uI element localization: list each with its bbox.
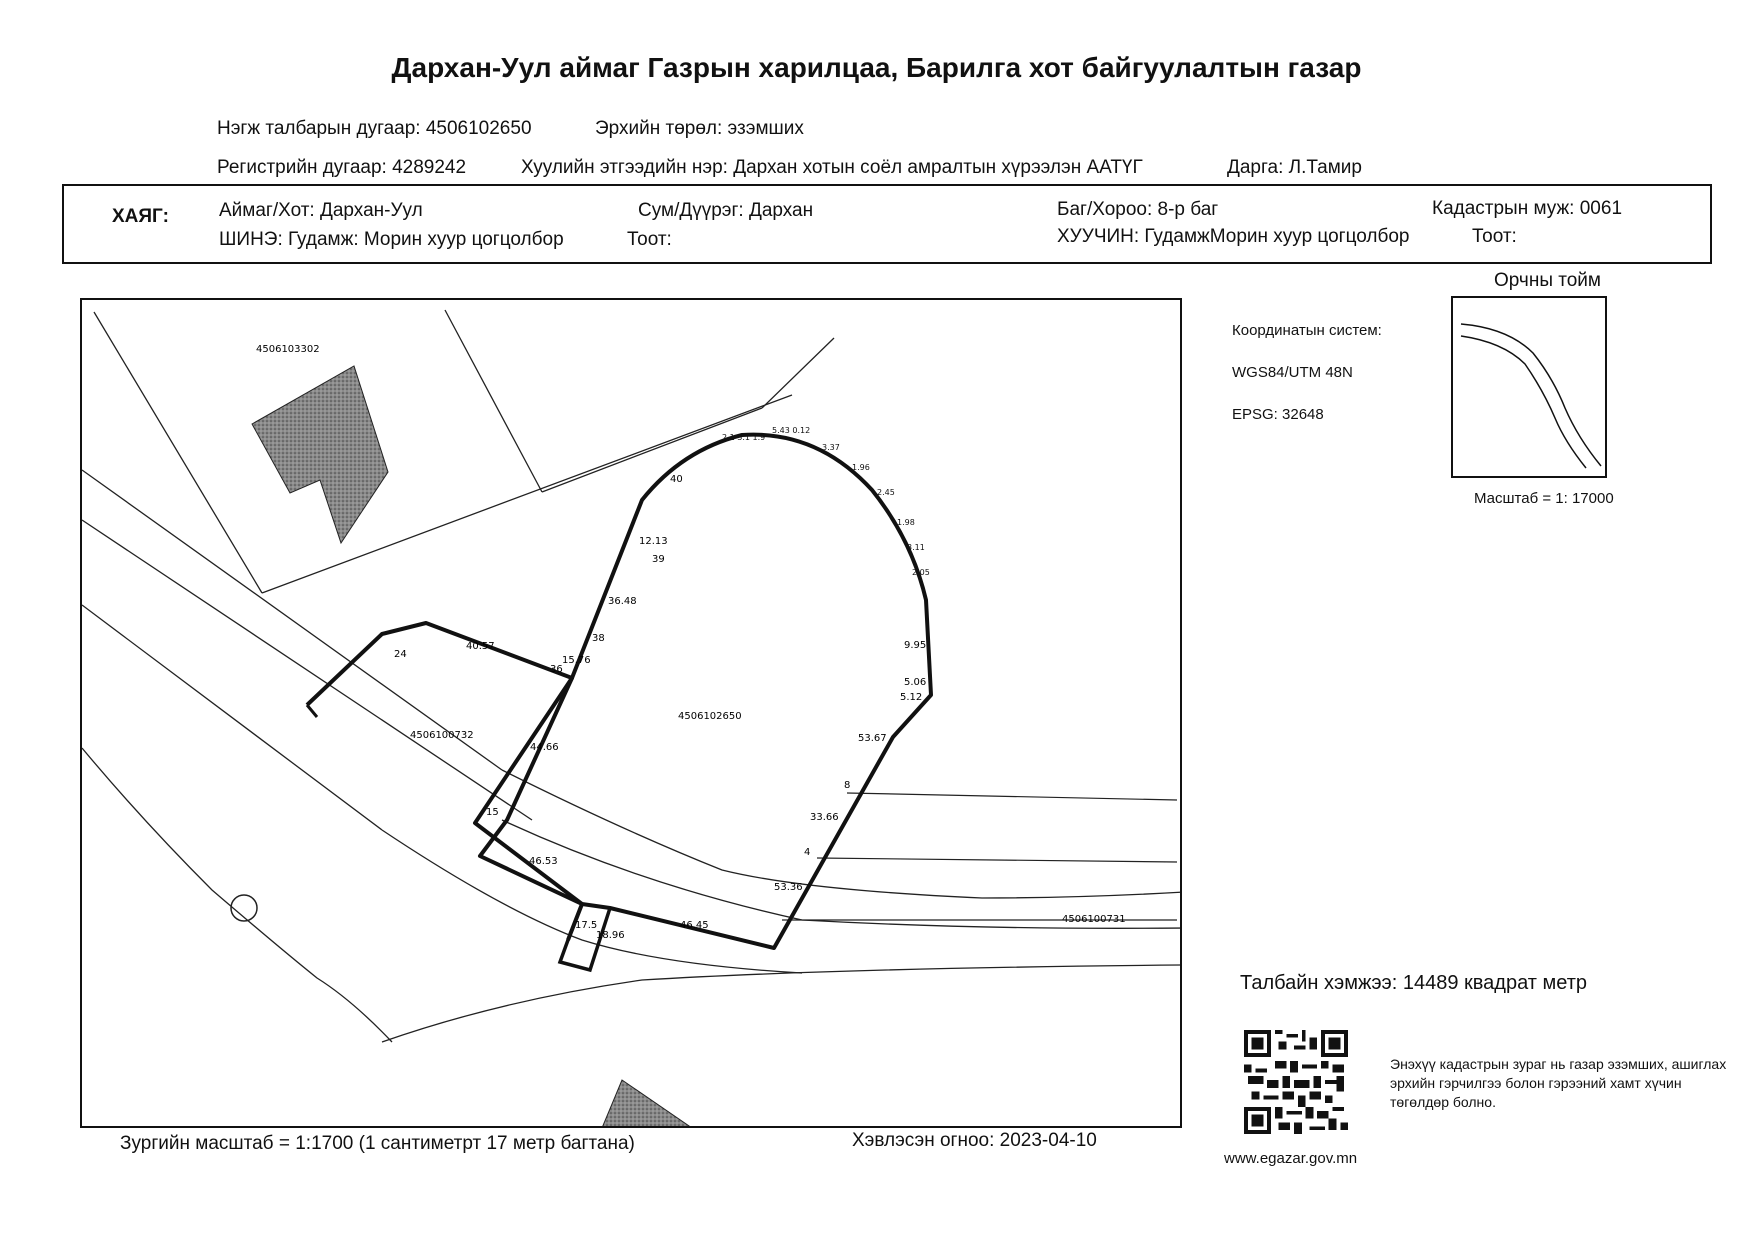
edge-label: 40.57 (466, 641, 495, 652)
edge-label: 5.12 (900, 692, 923, 703)
edge-label: 46.45 (680, 920, 709, 931)
map-drawing (82, 300, 1182, 1128)
parcel-label-east: 4506100731 (1062, 914, 1126, 925)
edge-label: 12.13 (639, 536, 668, 547)
parcel-label-west: 4506100732 (410, 730, 474, 741)
address-sum: Сум/Дүүрэг: Дархан (638, 200, 814, 221)
edge-label: 9.95 (904, 640, 927, 651)
address-old: ХУУЧИН: ГудамжМорин хуур цогцолбор (1057, 226, 1410, 247)
building-footprint (252, 366, 388, 543)
edge-label: 17.5 (575, 920, 598, 931)
edge-label: 39 (652, 554, 665, 565)
svg-text:2.45: 2.45 (877, 488, 895, 497)
register-number: Регистрийн дугаар: 4289242 (217, 157, 467, 178)
edge-label: 4 (804, 847, 811, 858)
director-name: Дарга: Л.Тамир (1227, 157, 1362, 178)
svg-text:2.1 3.1 1.9: 2.1 3.1 1.9 (722, 433, 766, 442)
edge-label: 15.76 (562, 655, 591, 666)
overview-map (1451, 296, 1607, 478)
svg-text:3.37: 3.37 (822, 443, 840, 452)
road-lines (82, 470, 1182, 1042)
east-parcel-lines (782, 793, 1177, 920)
svg-text:1.98: 1.98 (897, 518, 915, 527)
right-type: Эрхийн төрөл: эзэмших (595, 118, 804, 139)
edge-label: 33.66 (810, 812, 839, 823)
bottom-hatched-area (602, 1080, 692, 1128)
overview-title: Орчны тойм (1494, 270, 1601, 291)
edge-label: 46.53 (529, 856, 558, 867)
north-parcel-lines (94, 310, 834, 593)
edge-label: 24 (394, 649, 407, 660)
edge-label: 18.96 (596, 930, 625, 941)
coord-system-name: WGS84/UTM 48N (1232, 364, 1353, 381)
address-label: ХАЯГ: (112, 206, 169, 227)
vertex-marks (722, 426, 930, 577)
parcel-label-north: 4506103302 (256, 344, 320, 355)
address-old-toot: Тоот: (1472, 226, 1517, 247)
cadastral-map (80, 298, 1182, 1128)
website-link[interactable]: www.egazar.gov.mn (1224, 1150, 1358, 1167)
west-parcel-edge (307, 705, 317, 717)
edge-label: 36.48 (608, 596, 637, 607)
edge-label: 8 (844, 780, 851, 791)
qr-note: Энэхүү кадастрын зураг нь газар эзэмших, ашиглах эрхийн гэрчилгээ болон гэрээний хамт хүчин төгөлдөр болно. (1390, 1056, 1727, 1110)
edge-label: 38 (592, 633, 605, 644)
svg-text:1.96: 1.96 (852, 463, 870, 472)
coord-system-label: Координатын систем: (1232, 322, 1382, 339)
print-date: Хэвлэсэн огноо: 2023-04-10 (852, 1130, 1097, 1151)
parcel-label-main: 4506102650 (678, 711, 742, 722)
west-parcel-boundary (307, 623, 582, 940)
address-new-toot: Тоот: (627, 229, 672, 250)
edge-label: 40 (670, 474, 683, 485)
address-new: ШИНЭ: Гудамж: Морин хуур цогцолбор (219, 229, 564, 250)
edge-label: 44.66 (530, 742, 559, 753)
area-text: Талбайн хэмжээ: 14489 квадрат метр (1240, 972, 1587, 994)
qr-code[interactable] (1242, 1030, 1350, 1134)
address-box (62, 184, 1712, 264)
page-title: Дархан-Уул аймаг Газрын харилцаа, Барилга хот байгуулалтын газар (391, 52, 1362, 83)
epsg-code: EPSG: 32648 (1232, 406, 1324, 423)
address-cadastral-zone: Кадастрын муж: 0061 (1432, 198, 1623, 219)
svg-text:2.05: 2.05 (912, 568, 930, 577)
overview-scale: Масштаб = 1: 17000 (1474, 490, 1614, 507)
svg-text:5.43 0.12: 5.43 0.12 (772, 426, 811, 435)
map-scale-text: Зургийн масштаб = 1:1700 (1 сантиметрт 17 метр багтана) (120, 1133, 635, 1154)
entity-name: Хуулийн этгээдийн нэр: Дархан хотын соёл амралтын хүрээлэн ААТҮГ (521, 157, 1143, 178)
address-aimag: Аймаг/Хот: Дархан-Уул (219, 200, 423, 221)
address-bag: Баг/Хороо: 8-р баг (1057, 199, 1219, 220)
edge-label: 53.36 (774, 882, 803, 893)
svg-text:3.11: 3.11 (907, 543, 925, 552)
edge-label: 5.06 (904, 677, 927, 688)
edge-label: 53.67 (858, 733, 887, 744)
overview-road-drawing (1453, 298, 1605, 476)
edge-label: 15 (486, 807, 499, 818)
main-parcel-boundary (475, 435, 931, 948)
unit-number: Нэгж талбарын дугаар: 4506102650 (217, 118, 532, 139)
edge-label: 36 (550, 664, 563, 675)
